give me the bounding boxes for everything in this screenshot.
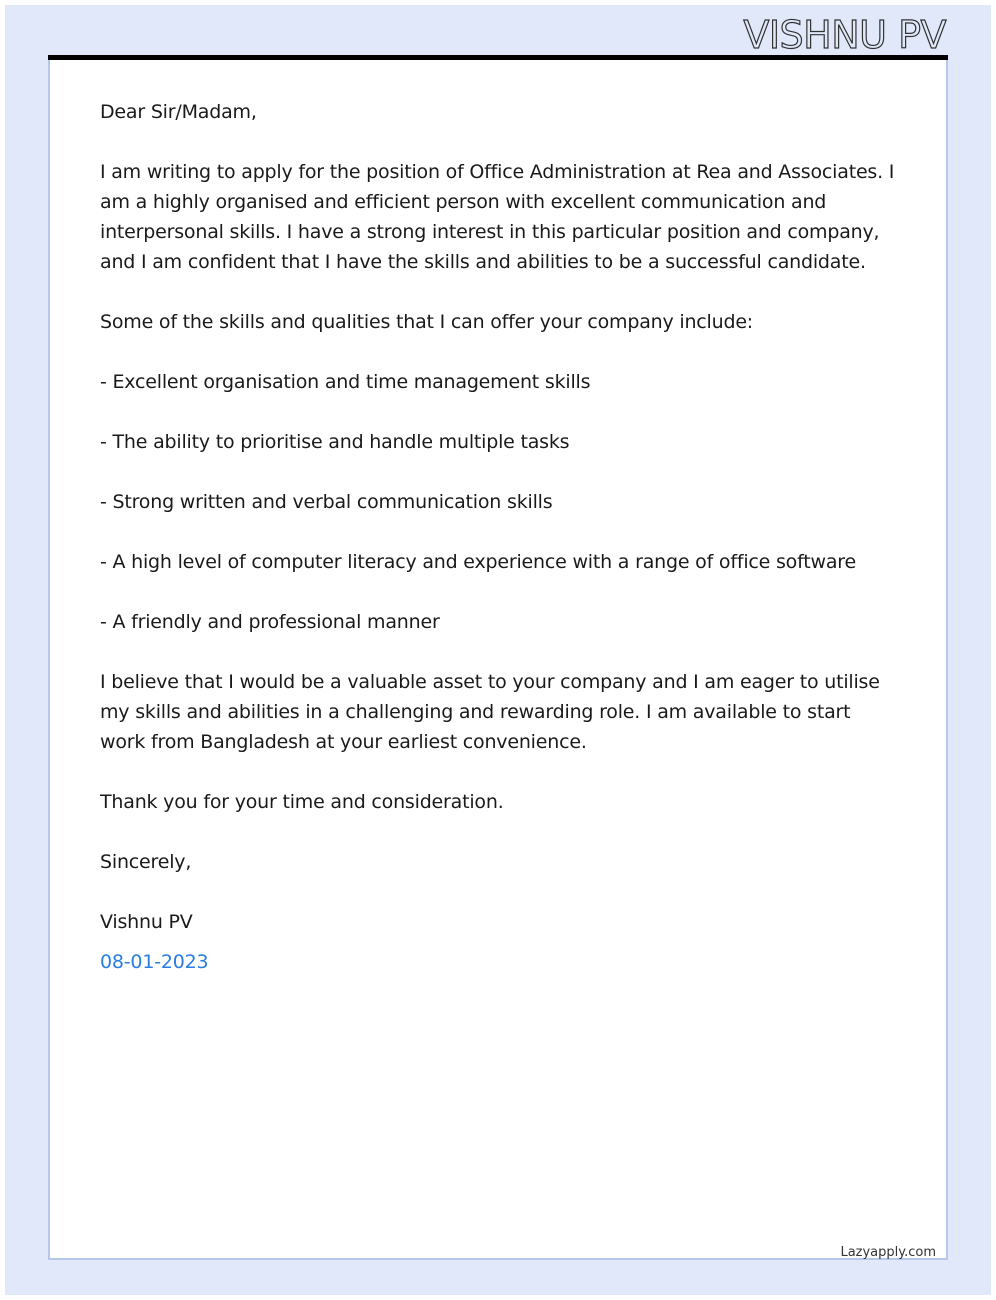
skill-item: - A friendly and professional manner <box>100 611 440 633</box>
intro-paragraph: I am writing to apply for the position of Office Administration at Rea and Associates. I am a highly organised and efficient person with excellent communication and interpersonal skills. I have a strong interest in this particular position and company, and I am confident that I have the skills and abilities to be a successful candidate. <box>100 161 895 273</box>
letter-date: 08-01-2023 <box>100 951 209 973</box>
skill-item: - A high level of computer literacy and experience with a range of office software <box>100 551 856 573</box>
salutation: Dear Sir/Madam, <box>100 101 257 123</box>
skills-intro: Some of the skills and qualities that I can offer your company include: <box>100 311 754 333</box>
skill-item: - The ability to prioritise and handle multiple tasks <box>100 431 570 453</box>
sign-off: Sincerely, <box>100 851 192 873</box>
skill-item: - Excellent organisation and time management skills <box>100 371 591 393</box>
signature-name: Vishnu PV <box>100 911 193 933</box>
header-applicant-name: VISHNU PV <box>743 13 946 57</box>
closing-paragraph: I believe that I would be a valuable asset to your company and I am eager to utilise my skills and abilities in a challenging and rewarding role. I am available to start work from Bangladesh at your earliest convenience. <box>100 671 880 753</box>
footer-credit: Lazyapply.com <box>840 1245 936 1260</box>
skill-item: - Strong written and verbal communication skills <box>100 491 553 513</box>
thanks-line: Thank you for your time and consideration. <box>100 791 504 813</box>
cover-letter-body <box>100 97 900 977</box>
